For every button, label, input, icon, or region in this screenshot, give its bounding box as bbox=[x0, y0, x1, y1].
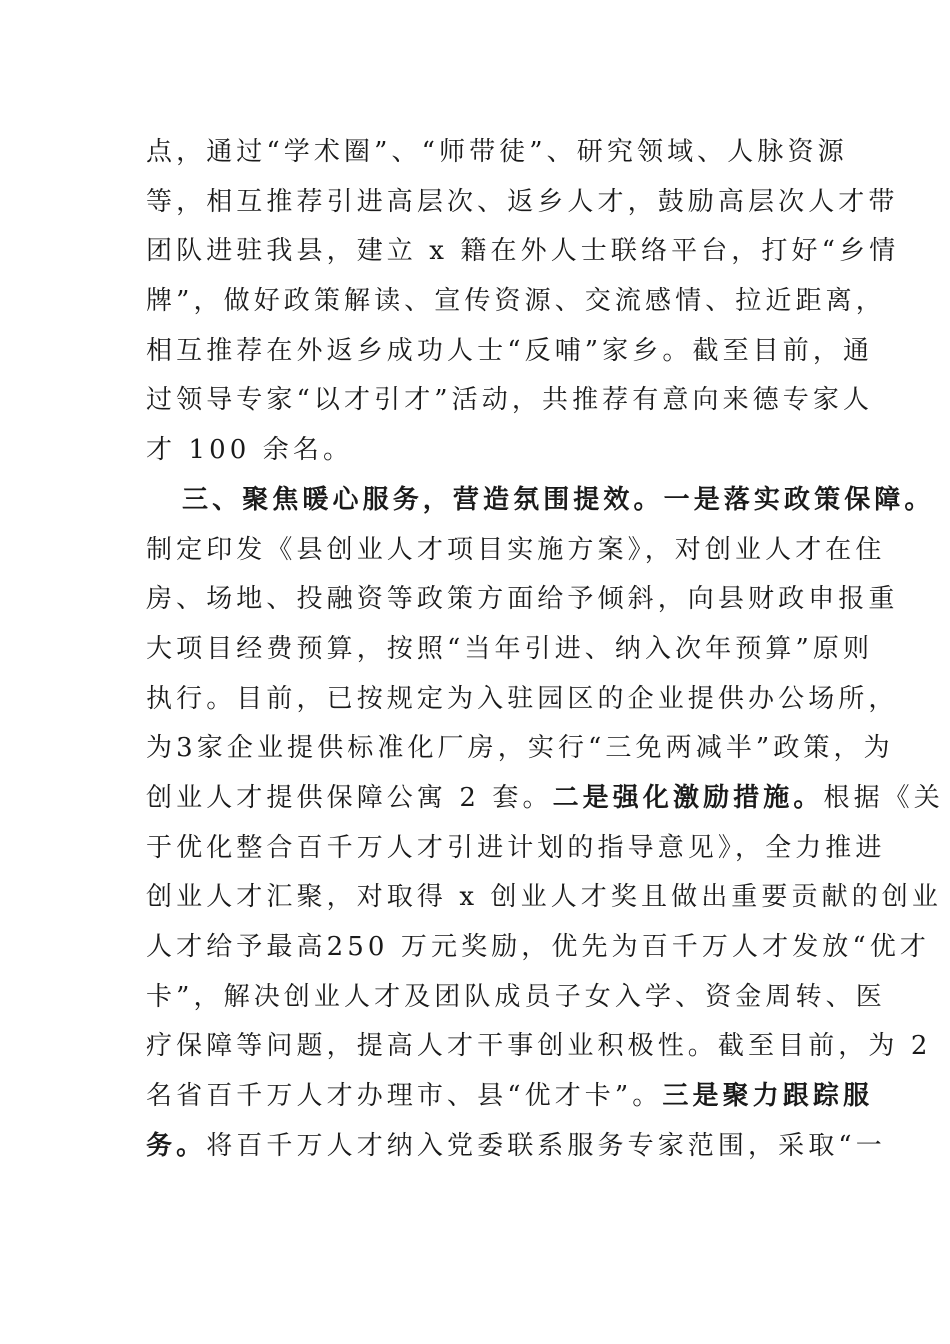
text-line bbox=[146, 724, 894, 774]
text-segment: 创业人才汇聚，对取得 x 创业人才奖且做出重要贡献的创业 bbox=[146, 882, 942, 913]
text-line bbox=[146, 376, 874, 426]
text-line bbox=[146, 1072, 874, 1122]
text-segment: 点，通过“学术圈”、“师带徒”、研究领域、人脉资源 bbox=[146, 137, 848, 167]
bold-text-segment: 三是聚力跟踪服 bbox=[662, 1081, 874, 1112]
text-segment: 名省百千万人才办理市、县“优才卡”。 bbox=[146, 1081, 663, 1112]
text-segment: 为3家企业提供标准化厂房，实行“三免两减半”政策，为 bbox=[146, 733, 894, 764]
text-line bbox=[146, 973, 886, 1023]
text-line bbox=[146, 575, 899, 625]
text-line bbox=[146, 327, 874, 377]
text-line bbox=[146, 923, 930, 973]
text-segment: 房、场地、投融资等政策方面给予倾斜，向县财政申报重 bbox=[146, 584, 899, 615]
text-segment: 执行。目前，已按规定为入驻园区的企业提供办公场所， bbox=[146, 683, 899, 714]
text-line bbox=[146, 1022, 932, 1072]
text-line bbox=[146, 476, 935, 526]
bold-text-segment: 务。 bbox=[146, 1130, 207, 1161]
text-line bbox=[146, 774, 944, 824]
text-line bbox=[146, 277, 886, 327]
text-line bbox=[146, 824, 886, 874]
bold-text-segment: 二是强化激励措施。 bbox=[552, 782, 824, 813]
text-segment: 创业人才提供保障公寓 2 套。 bbox=[146, 782, 553, 813]
text-segment: 人才给予最高250 万元奖励，优先为百千万人才发放“优才 bbox=[146, 932, 930, 962]
text-segment: 牌”，做好政策解读、宣传资源、交流感情、拉近距离， bbox=[146, 286, 886, 317]
text-segment: 于优化整合百千万人才引进计划的指导意见》，全力推进 bbox=[146, 832, 886, 863]
text-line bbox=[146, 1122, 886, 1172]
text-line bbox=[146, 227, 900, 277]
text-segment: 根据《关 bbox=[823, 782, 944, 813]
text-segment: 相互推荐在外返乡成功人士“反哺”家乡。截至目前，通 bbox=[146, 335, 874, 366]
text-line bbox=[146, 625, 874, 675]
body-text bbox=[146, 128, 944, 1171]
text-segment: 团队进驻我县，建立 x 籍在外人士联络平台，打好“乡情 bbox=[146, 236, 900, 267]
text-line bbox=[146, 675, 899, 725]
text-line bbox=[146, 873, 942, 923]
text-segment: 大项目经费预算，按照“当年引进、纳入次年预算”原则 bbox=[146, 633, 874, 664]
text-line bbox=[146, 178, 899, 228]
text-segment: 制定印发《县创业人才项目实施方案》，对创业人才在住 bbox=[146, 534, 886, 565]
bold-text-segment: 三、聚焦暖心服务，营造氛围提效。一是落实政策保障。 bbox=[182, 484, 935, 515]
text-segment: 将百千万人才纳入党委联系服务专家范围，采取“一 bbox=[206, 1130, 886, 1161]
text-segment: 才 100 余名。 bbox=[146, 435, 354, 466]
text-segment: 过领导专家“以才引才”活动，共推荐有意向来德专家人 bbox=[146, 385, 874, 416]
text-line bbox=[146, 526, 886, 576]
text-line bbox=[146, 128, 848, 178]
text-segment: 卡”，解决创业人才及团队成员子女入学、资金周转、医 bbox=[146, 981, 886, 1012]
text-segment: 疗保障等问题，提高人才干事创业积极性。截至目前，为 2 bbox=[146, 1031, 932, 1062]
text-segment: 等，相互推荐引进高层次、返乡人才，鼓励高层次人才带 bbox=[146, 186, 899, 217]
text-line bbox=[146, 426, 832, 476]
